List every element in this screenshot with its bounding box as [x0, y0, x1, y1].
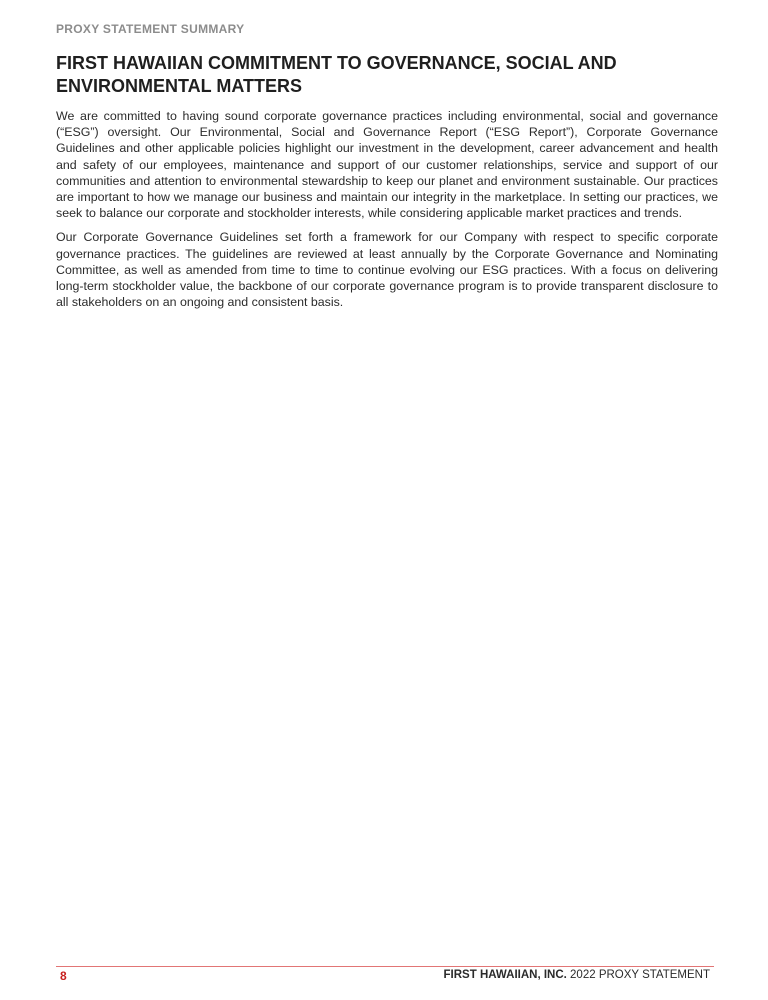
- page-title: FIRST HAWAIIAN COMMITMENT TO GOVERNANCE, SOCIAL AND ENVIRONMENTAL MATTERS: [56, 53, 617, 96]
- page-number: 8: [60, 969, 67, 983]
- paragraph: Our Corporate Governance Guidelines set forth a framework for our Company with respect to specific corporate governance practices. The guidelines are reviewed at least annually by the Corporate Governance and Nominating Committee, as well as amended from time to time to continue evolving our ESG practices. With a focus on delivering long-term stockholder value, the backbone of our corporate governance program is to provide transparent disclosure to all stakeholders on an ongoing and consistent basis.: [56, 230, 718, 310]
- body-text: [56, 108, 718, 318]
- paragraph: We are committed to having sound corporate governance practices including environmental, social and governance (“ESG”) oversight. Our Environmental, Social and Governance Report (“ESG Report”), Corporate Governance Guidelines and other applicable policies highlight our investment in the development, career advancement and health and safety of our employees, maintenance and support of our customer relationships, service and support of our communities and attention to environmental stewardship to keep our planet and environment sustainable. Our practices are important to how we manage our business and maintain our integrity in the marketplace. In setting our practices, we seek to balance our corporate and stockholder interests, while considering applicable market practices and trends.: [56, 109, 718, 221]
- footer-document-title: [444, 969, 710, 981]
- footer-document-name: 2022 PROXY STATEMENT: [566, 969, 710, 981]
- footer-company-name: FIRST HAWAIIAN, INC.: [443, 969, 567, 981]
- section-label: PROXY STATEMENT SUMMARY: [56, 22, 245, 36]
- footer-divider: [56, 966, 714, 967]
